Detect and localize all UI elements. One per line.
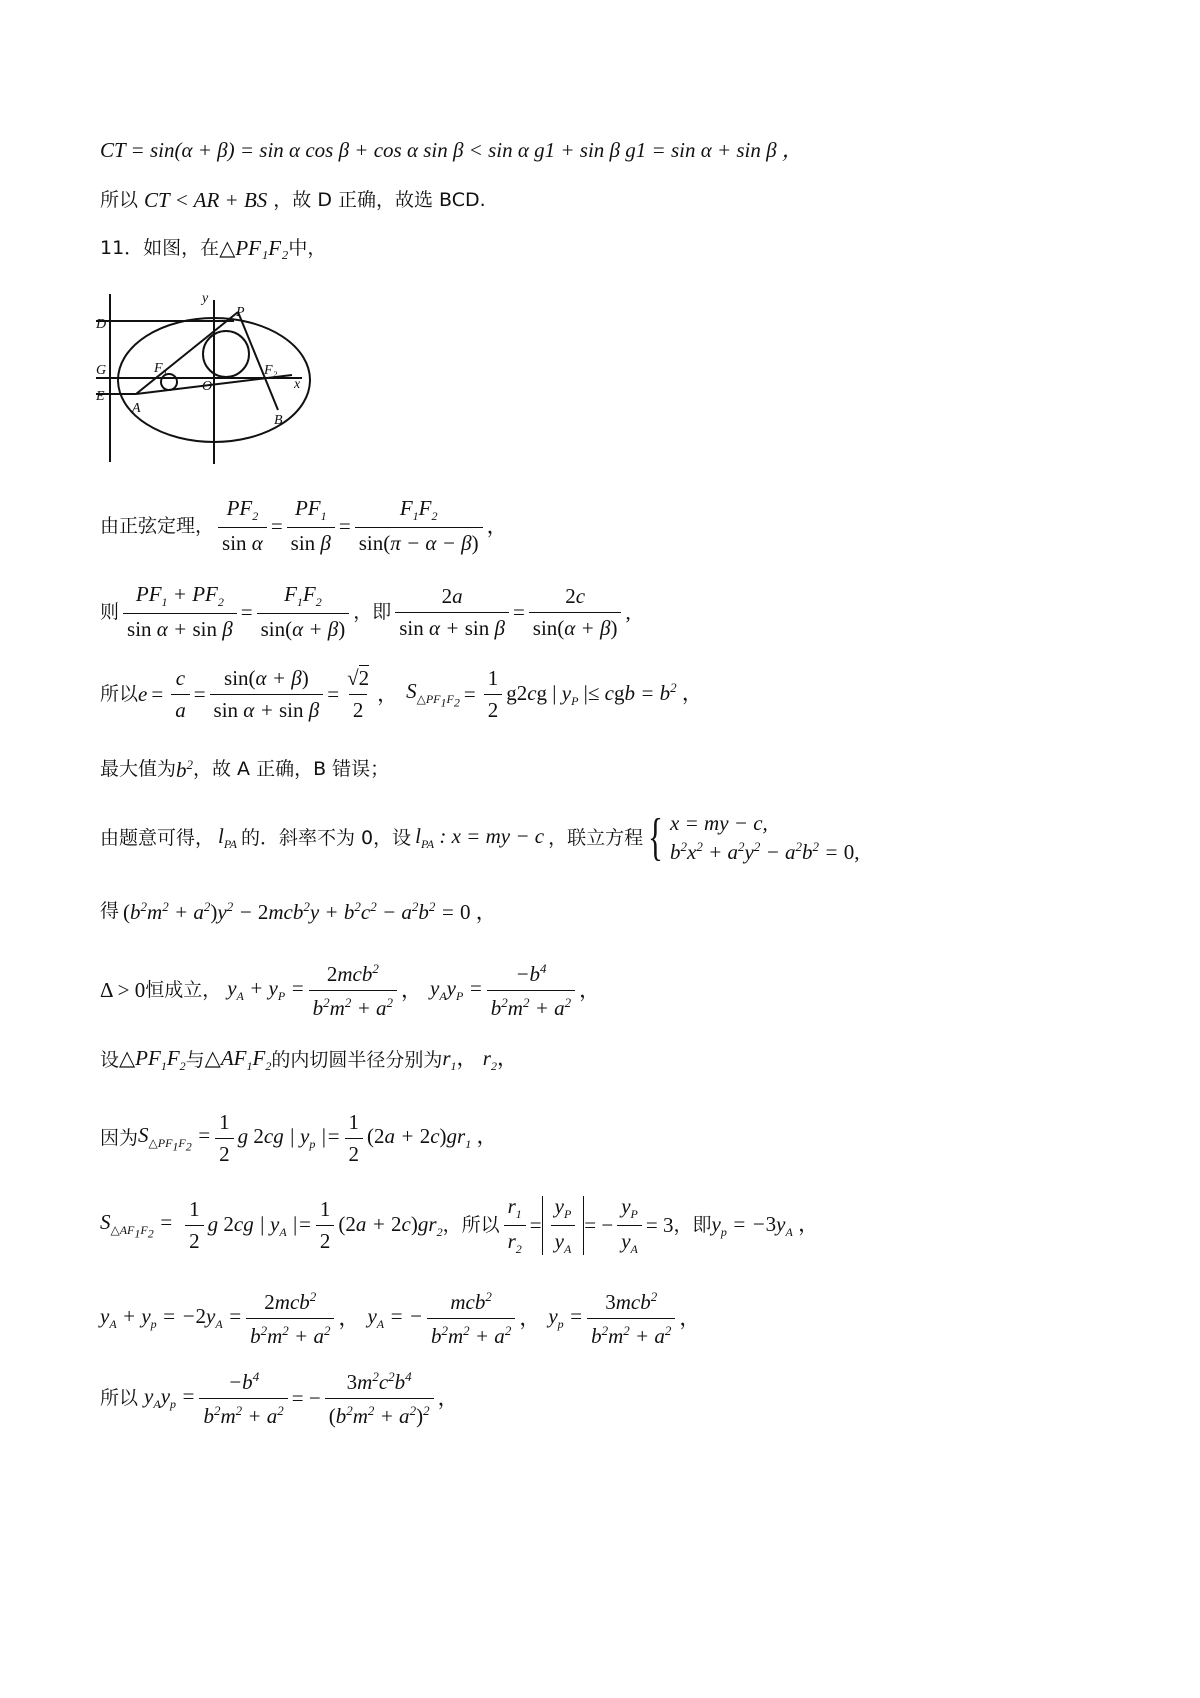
frac-neg-b4: $\frac{-b^4}{b^2m^2 + a^2}$	[199, 1370, 287, 1427]
label-a: A	[132, 401, 141, 416]
sine-rule-line: 由正弦定理， $\frac{PF_2}{\text{sin α}}$ = $\frac{PF_1}{\text{sin β}}$ = $\frac{F_1F_2}{\sin(\pi - \alpha - \beta)}$ ，	[100, 496, 508, 556]
triangle-pf1f2: △PF₁F₂	[219, 236, 289, 260]
text-mid: ，即	[353, 600, 392, 623]
text-prefix: 所以	[100, 683, 139, 705]
label-f2: F₂	[264, 363, 278, 378]
line-equation-system: 由题意可得， $l_{PA}$ 的．斜率不为 0，设 $l_{PA}$ : x = my − c ，联立方程 { x = my − c, $b^2x^2 + a^2y^2 - a^2b^2 = 0$,	[100, 809, 860, 866]
max-value-line: 最大值为 $b^2$ ，故 A 正确，B 错误；	[100, 757, 390, 782]
frac-3m2c2b4: $\frac{3m^2c^2b^4}{(b^2m^2 + a^2)^2}$	[325, 1370, 434, 1427]
frac-pf2-sin-alpha: $\frac{PF_2}{\text{sin α}}$	[218, 498, 267, 554]
frac-3mcb2: $\frac{3mcb^2}{b^2m^2 + a^2}$	[587, 1290, 675, 1347]
label-p: P	[236, 305, 245, 320]
frac-r1-r2: $\frac{r_1}{r_2}$	[504, 1196, 526, 1255]
label-d: D	[96, 317, 107, 332]
text-mid2: ，联立方程	[548, 826, 644, 849]
frac-sin-ratio: $\frac{\sin(\alpha + \beta)}{\text{sin α + sin β}}$	[210, 668, 324, 721]
text-prefix: 因为	[100, 1127, 139, 1149]
text-mid: ，所以	[442, 1214, 500, 1237]
frac-sqrt2-2: $\frac{√2}{2}$	[347, 666, 370, 722]
text-prefix: 最大值为	[100, 758, 177, 780]
ellipse-figure	[92, 288, 332, 468]
text-prefix: 得	[100, 900, 120, 922]
frac-sum-roots: $\frac{2mcb^2}{b^2m^2 + a^2}$	[309, 962, 397, 1019]
area-pf1f2-line: 因为 $S_{\triangle PF_1F_2}$ = $\frac{1}{2}$ g 2cg | $y_p$ |= $\frac{1}{2}$ $(2a + 2c)gr_1$ ，	[100, 1110, 498, 1166]
label-e: E	[96, 389, 105, 404]
label-f1: F₁	[154, 361, 168, 376]
label-x: x	[294, 377, 301, 392]
vieta-line: Δ > 0 恒成立， $y_A + y_P$ = $\frac{2mcb^2}{b^2m^2 + a^2}$ ， $y_Ay_P$ = $\frac{-b^4}{b^2m^2 + a^2}$ ，	[100, 961, 601, 1020]
text-mid1: 与	[185, 1048, 205, 1071]
problem-11-heading	[100, 238, 326, 259]
equation-ct-line	[100, 140, 803, 161]
frac-f1f2-sin-sum: $\frac{F_1F_2}{\sin(\alpha + \beta)}$	[257, 584, 350, 640]
frac-half: $\frac{1}{2}$	[215, 1112, 234, 1165]
quadratic-line: 得 $(b^2m^2 + a^2)y^2 - 2mcb^2y + b^2c^2 - a^2b^2 = 0$ ，	[100, 899, 497, 924]
inequality-ct: CT < AR + BS	[144, 188, 268, 212]
frac-product-roots: $\frac{-b^4}{b^2m^2 + a^2}$	[487, 962, 575, 1019]
equation-system: x = my − c, $b^2x^2 + a^2y^2 - a^2b^2 = 0$,	[670, 811, 860, 864]
text-prefix: 则	[100, 600, 120, 623]
text-mid2: ，即	[673, 1214, 712, 1237]
text-mid: 恒成立，	[145, 979, 222, 1001]
text-suffix: ，故 A 正确，B 错误；	[193, 758, 390, 780]
text-prefix: 所以	[100, 189, 139, 211]
text-prefix: 所以	[100, 1387, 139, 1409]
text-prefix: 由正弦定理，	[100, 514, 215, 537]
text-prefix: 由题意可得，	[100, 826, 215, 849]
abs-yp-ya: $\frac{y_P}{y_A}$	[542, 1196, 585, 1255]
problem-number: 11．如图，在	[100, 237, 220, 259]
ratio-line: 则 $\frac{PF_1 + PF_2}{\text{sin α + sin β}}$ = $\frac{F_1F_2}{\sin(\alpha + \beta)}$ ，即 $\frac{2a}{\text{sin α + sin β}}$ = $\frac{2c}{\sin(\alpha + \beta)}$ ,	[100, 582, 631, 642]
eccentricity-line: 所以 e = $\frac{c}{a}$ = $\frac{\sin(\alpha + \beta)}{\text{sin α + sin β}}$ = $\frac{√2}{2}$ ， $S_{\triangle PF_1F_2}$ = $\frac{1}{2}$ g2cg | $y_P$ |≤ cgb = $b^2$ ，	[100, 666, 703, 722]
conclusion-d-line	[100, 190, 486, 211]
area-af1f2-line: $S_{\triangle AF_1F_2}$ = $\frac{1}{2}$ g 2cg | $y_A$ |= $\frac{1}{2}$ $(2a + 2c)gr_2$ ，所以 $\frac{r_1}{r_2}$ = $\frac{y_P}{y_A}$ = − $\frac{y_P}{y_A}$ = 3 ，即 $y_p = -3y_A$ ，	[100, 1194, 820, 1257]
text-mid2: 的内切圆半径分别为	[271, 1048, 443, 1071]
ct-equation: CT = sin(α + β) = sin α cos β + cos α sin β < sin α g1 + sin β g1 = sin α + sin β ，	[100, 138, 803, 162]
frac-sum-pf: $\frac{PF_1 + PF_2}{\text{sin α + sin β}}$	[123, 584, 237, 640]
frac-c-a: $\frac{c}{a}$	[171, 668, 190, 721]
text-suffix: ，故 D 正确，故选 BCD.	[273, 189, 486, 211]
product-line: 所以 $y_Ay_p$ = $\frac{-b^4}{b^2m^2 + a^2}$ = − $\frac{3m^2c^2b^4}{(b^2m^2 + a^2)^2}$ ，	[100, 1369, 459, 1428]
frac-half-2: $\frac{1}{2}$	[316, 1199, 335, 1252]
text-mid1: 的．斜率不为 0，设	[240, 826, 412, 849]
text-prefix: 设	[100, 1048, 120, 1071]
ya-yp-values-line: $y_A + y_p = -2y_A$ = $\frac{2mcb^2}{b^2m^2 + a^2}$ ， $y_A$ = − $\frac{mcb^2}{b^2m^2 + a^2}$ ， $y_p$ = $\frac{3mcb^2}{b^2m^2 + a^2}$ ，	[100, 1289, 701, 1348]
text-suffix: 中，	[288, 237, 327, 259]
frac-half: $\frac{1}{2}$	[484, 668, 503, 721]
label-o: O	[202, 379, 213, 394]
incircle-radii-line: 设 $\triangle PF_1F_2$ 与 $\triangle AF_1F_2$ 的内切圆半径分别为 $r_1$， $r_2$，	[100, 1046, 518, 1074]
frac-f1f2-sin: $\frac{F_1F_2}{\sin(\pi - \alpha - \beta)}$	[355, 498, 483, 554]
frac-half-2: $\frac{1}{2}$	[345, 1112, 364, 1165]
label-b: B	[274, 413, 283, 428]
frac-2mcb2: $\frac{2mcb^2}{b^2m^2 + a^2}$	[246, 1290, 334, 1347]
frac-2c: $\frac{2c}{\sin(\alpha + \beta)}$	[529, 586, 622, 639]
label-y: y	[202, 291, 209, 306]
frac-pf1-sin-beta: $\frac{PF_1}{\text{sin β}}$	[287, 498, 335, 554]
frac-mcb2: $\frac{mcb^2}{b^2m^2 + a^2}$	[427, 1290, 515, 1347]
label-g: G	[96, 363, 107, 378]
frac-half: $\frac{1}{2}$	[185, 1199, 204, 1252]
frac-2a: $\frac{2a}{\text{sin α + sin β}}$	[395, 586, 509, 639]
frac-yp-ya: $\frac{y_P}{y_A}$	[617, 1196, 642, 1255]
